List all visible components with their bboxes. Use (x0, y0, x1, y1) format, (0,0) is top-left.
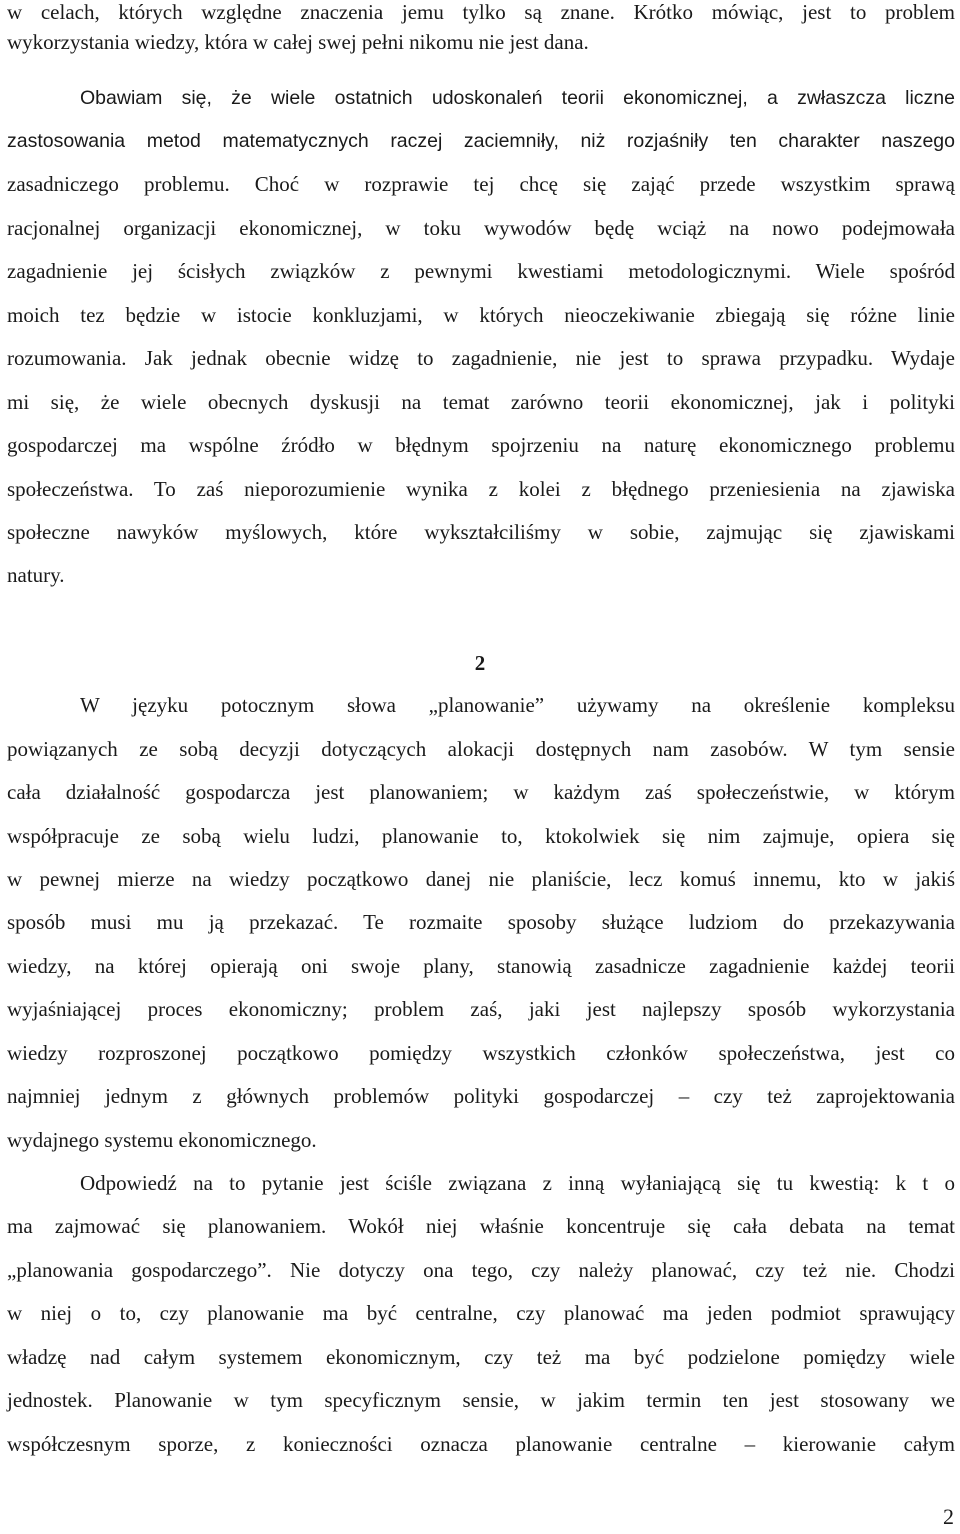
text-line: współczesnym sporze, z konieczności oznacza planowanie centralne – kierowanie całym (7, 1432, 955, 1456)
text-line: cała działalność gospodarcza jest planowaniem; w każdym zaś społeczeństwie, w którym (7, 780, 955, 804)
text-line: społeczne nawyków myślowych, które wykształciliśmy w sobie, zajmując się zjawiskami (7, 520, 955, 544)
text-line: zagadnienie jej ścisłych związków z pewnymi kwestiami metodologicznymi. Wiele spośród (7, 259, 955, 283)
text-line: w celach, których względne znaczenia jemu tylko są znane. Krótko mówiąc, jest to problem (7, 0, 955, 24)
text-line: „planowania gospodarczego”. Nie dotyczy ona tego, czy należy planować, czy też nie. Chodzi (7, 1258, 955, 1282)
text-line: wykorzystania wiedzy, która w całej swej pełni nikomu nie jest dana. (7, 30, 589, 54)
text-line: wydajnego systemu ekonomicznego. (7, 1128, 317, 1152)
text-line: wiedzy, na której opierają oni swoje plany, stanowią zasadnicze zagadnienie każdej teorii (7, 954, 955, 978)
text-line: sposób musi mu ją przekazać. Te rozmaite sposoby służące ludziom do przekazywania (7, 910, 955, 934)
text-line: współpracuje ze sobą wielu ludzi, planowanie to, ktokolwiek się nim zajmuje, opiera się (7, 824, 955, 848)
page-number: 2 (943, 1504, 954, 1529)
text-line: gospodarczej ma wspólne źródło w błędnym spojrzeniu na naturę ekonomicznego problemu (7, 433, 955, 457)
text-line: społeczeństwa. To zaś nieporozumienie wynika z kolei z błędnego przeniesienia na zjawiska (7, 477, 955, 501)
text-line: mi się, że wiele obecnych dyskusji na temat zarówno teorii ekonomicznej, jak i polityki (7, 390, 955, 414)
text-line: ma zajmować się planowaniem. Wokół niej właśnie koncentruje się cała debata na temat (7, 1214, 955, 1238)
text-line: zastosowania metod matematycznych raczej zaciemniły, niż rozjaśniły ten charakter naszego (7, 130, 955, 152)
text-line: w pewnej mierze na wiedzy początkowo danej nie planiście, lecz komuś innemu, kto w jakiś (7, 867, 955, 891)
text-line: racjonalnej organizacji ekonomicznej, w toku wywodów będę wciąż na nowo podejmowała (7, 216, 955, 240)
text-line: zasadniczego problemu. Choć w rozprawie tej chcę się zająć przede wszystkim sprawą (7, 172, 955, 196)
text-line: natury. (7, 563, 65, 587)
text-line: rozumowania. Jak jednak obecnie widzę to zagadnienie, nie jest to sprawa przypadku. Wydaje (7, 346, 955, 370)
text-line: jednostek. Planowanie w tym specyficznym sensie, w jakim termin ten jest stosowany we (7, 1388, 955, 1412)
text-line: najmniej jednym z głównych problemów polityki gospodarczej – czy też zaprojektowania (7, 1084, 955, 1108)
text-line: wyjaśniającej proces ekonomiczny; problem zaś, jaki jest najlepszy sposób wykorzystania (7, 997, 955, 1021)
text-line: w niej o to, czy planowanie ma być centralne, czy planować ma jeden podmiot sprawujący (7, 1301, 955, 1325)
section-number: 2 (474, 651, 486, 675)
text-line: Odpowiedź na to pytanie jest ściśle związana z inną wyłaniającą się tu kwestią: k t o (80, 1171, 955, 1195)
text-line: Obawiam się, że wiele ostatnich udoskonaleń teorii ekonomicznej, a zwłaszcza liczne (80, 87, 955, 109)
text-line: W języku potocznym słowa „planowanie” używamy na określenie kompleksu (80, 693, 955, 717)
text-line: wiedzy rozproszonej początkowo pomiędzy wszystkich członków społeczeństwa, jest co (7, 1041, 955, 1065)
text-line: władzę nad całym systemem ekonomicznym, czy też ma być podzielone pomiędzy wiele (7, 1345, 955, 1369)
text-line: powiązanych ze sobą decyzji dotyczących alokacji dostępnych nam zasobów. W tym sensie (7, 737, 955, 761)
text-line: moich tez będzie w istocie konkluzjami, w których nieoczekiwanie zbiegają się różne linie (7, 303, 955, 327)
